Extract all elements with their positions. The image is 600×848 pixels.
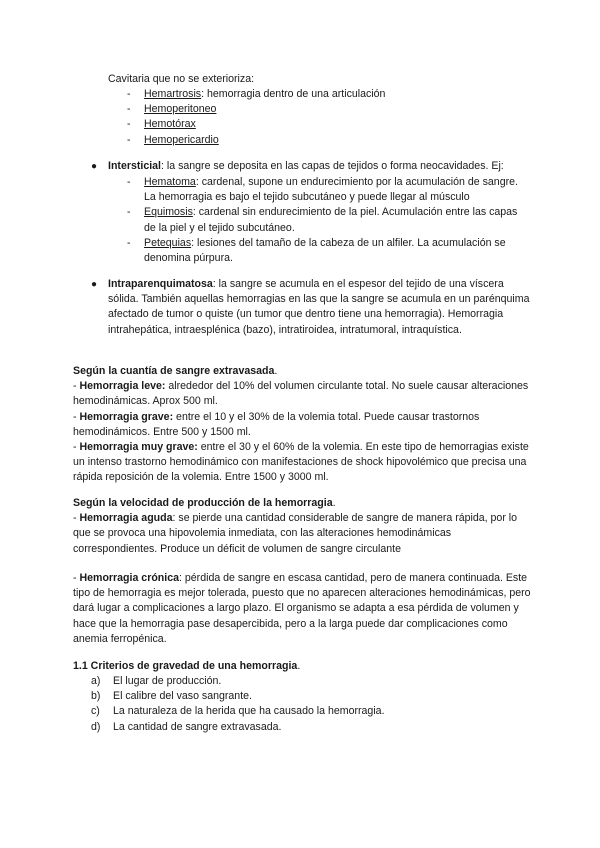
heading-end: . [274, 365, 278, 377]
heading-text: Según la velocidad de producción de la hemorragia [73, 497, 333, 509]
dash-prefix: - [73, 441, 80, 454]
dash-prefix: - [73, 410, 80, 423]
item-text: : la sangre se acumula en el espesor del tejido de una víscera sólida. También aquellas hemorragias en las que la sangre se acumula en un parénquima afectado de tumor o quiste (un tumor que dentro tiene una hemorragia). Hemorragia intrahepática, intraesplénica (bazo), intratiroidea, intratumoral, intraquística. [108, 278, 530, 336]
item-text: La cantidad de sangre extravasada. [113, 720, 282, 733]
heading-text: 1.1 Criterios de gravedad de una hemorragia [73, 660, 298, 672]
list-item [91, 704, 511, 719]
list-item [127, 175, 527, 205]
list-item [127, 87, 547, 102]
heading-end: . [297, 660, 301, 672]
item-text: El lugar de producción. [113, 675, 222, 687]
list-item [91, 674, 511, 689]
term-cronica: Hemorragia crónica [79, 572, 179, 584]
item-label: d) [91, 720, 101, 733]
criterios-heading [73, 659, 533, 674]
item-text: El calibre del vaso sangrante. [113, 690, 252, 703]
item-text: : cardenal sin endurecimiento de la piel. Acumulación entre las capas de la piel y el tejido subcutáneo. [144, 206, 518, 234]
item-text: : lesiones del tamaño de la cabeza de un alfiler. La acumulación se denomina púrpura. [144, 236, 506, 265]
item-text: entre el 10 y el 30% de la volemia total. Puede causar trastornos hemodinámicos. Entre 500 y 1500 ml. [73, 410, 480, 438]
term-hemartrosis: Hemartrosis [144, 88, 202, 100]
item-label: a) [91, 675, 101, 687]
term-hematoma: Hematoma [144, 176, 196, 188]
bullet-icon: ● [91, 279, 98, 290]
bullet-icon: ● [91, 161, 98, 172]
term-muy-grave: Hemorragia muy grave: [79, 441, 198, 454]
item-text: entre el 30 y el 60% de la volemia. En este tipo de hemorragias existe un intenso trastorno hemodinámico con manifestaciones de shock hipovolémico que precisa una rápida reposición de la volemia. Entre 1500 y 3000 ml. [73, 441, 529, 484]
list-item [91, 720, 511, 735]
item-text: alrededor del 10% del volumen circulante total. No suele causar alteraciones hemodinámicas. Aprox 500 ml. [73, 380, 529, 408]
item-text: La naturaleza de la herida que ha causado la hemorragia. [113, 705, 385, 718]
cuantia-item-leve [73, 379, 533, 409]
cuantia-item-grave [73, 410, 533, 440]
item-text: : hemorragia dentro de una articulación [201, 88, 386, 100]
intraparenquimatosa-section [91, 277, 531, 338]
criterios-list [91, 674, 511, 735]
term-grave: Hemorragia grave: [79, 410, 174, 423]
cuantia-heading [73, 364, 533, 379]
term-petequias: Petequias [144, 236, 192, 249]
list-item [127, 205, 527, 235]
heading-text: Según la cuantía de sangre extravasada [73, 365, 275, 377]
item-text: : se pierde una cantidad considerable de sangre de manera rápida, por lo que se provoca una hipovolemia inmediata, con las alteraciones hemodinámicas correspondientes. Produce un déficit de volumen de sangre circulante [73, 512, 518, 555]
dash-prefix: - [73, 380, 80, 393]
velocidad-heading [73, 496, 533, 511]
term-intraparenquimatosa: Intraparenquimatosa [108, 278, 213, 290]
cuantia-item-muy-grave [73, 440, 533, 486]
term-intersticial: Intersticial [108, 160, 161, 172]
list-item [91, 689, 511, 704]
dash-prefix: - [73, 512, 80, 525]
term-hemotorax: Hemotórax [144, 118, 196, 131]
item-label: c) [91, 705, 100, 718]
velocidad-item-aguda [73, 511, 533, 557]
intersticial-list [127, 175, 527, 266]
velocidad-section [73, 496, 533, 557]
term-leve: Hemorragia leve: [79, 380, 166, 393]
velocidad-cronica-section [73, 571, 533, 647]
item-text: : pérdida de sangre en escasa cantidad, pero de manera continuada. Este tipo de hemorragia es mejor tolerada, puesto que no aparecen alteraciones hemodinámicas, pero dará lugar a complicaciones a largo plazo. El organismo se adapta a esa pérdida de volumen y hace que la hemorragia pase desapercibida, pero a la larga puede dar complicaciones como anemia ferropénica. [73, 572, 531, 645]
cavitaria-list [127, 87, 547, 148]
heading-end: . [332, 497, 336, 509]
cavitaria-intro: Cavitaria que no se exterioriza: [108, 73, 255, 85]
list-item [127, 236, 527, 266]
item-text: : la sangre se deposita en las capas de tejidos o forma neocavidades. Ej: [161, 160, 504, 172]
item-text: : cardenal, supone un endurecimiento por la acumulación de sangre. La hemorragia es bajo el tejido subcutáneo y puede llegar al músculo [144, 176, 518, 204]
term-equimosis: Equimosis [144, 206, 193, 219]
list-item [127, 117, 547, 132]
term-aguda: Hemorragia aguda [79, 512, 173, 525]
list-item [127, 102, 547, 117]
item-label: b) [91, 690, 101, 703]
velocidad-item-cronica [73, 571, 533, 647]
list-item [127, 133, 547, 148]
cuantia-section [73, 364, 533, 486]
term-hemopericardio: Hemopericardio [144, 133, 219, 146]
intersticial-section [91, 159, 531, 174]
dash-prefix: - [73, 572, 80, 584]
term-hemoperitoneo: Hemoperitoneo [144, 103, 217, 116]
criterios-section [73, 659, 533, 674]
